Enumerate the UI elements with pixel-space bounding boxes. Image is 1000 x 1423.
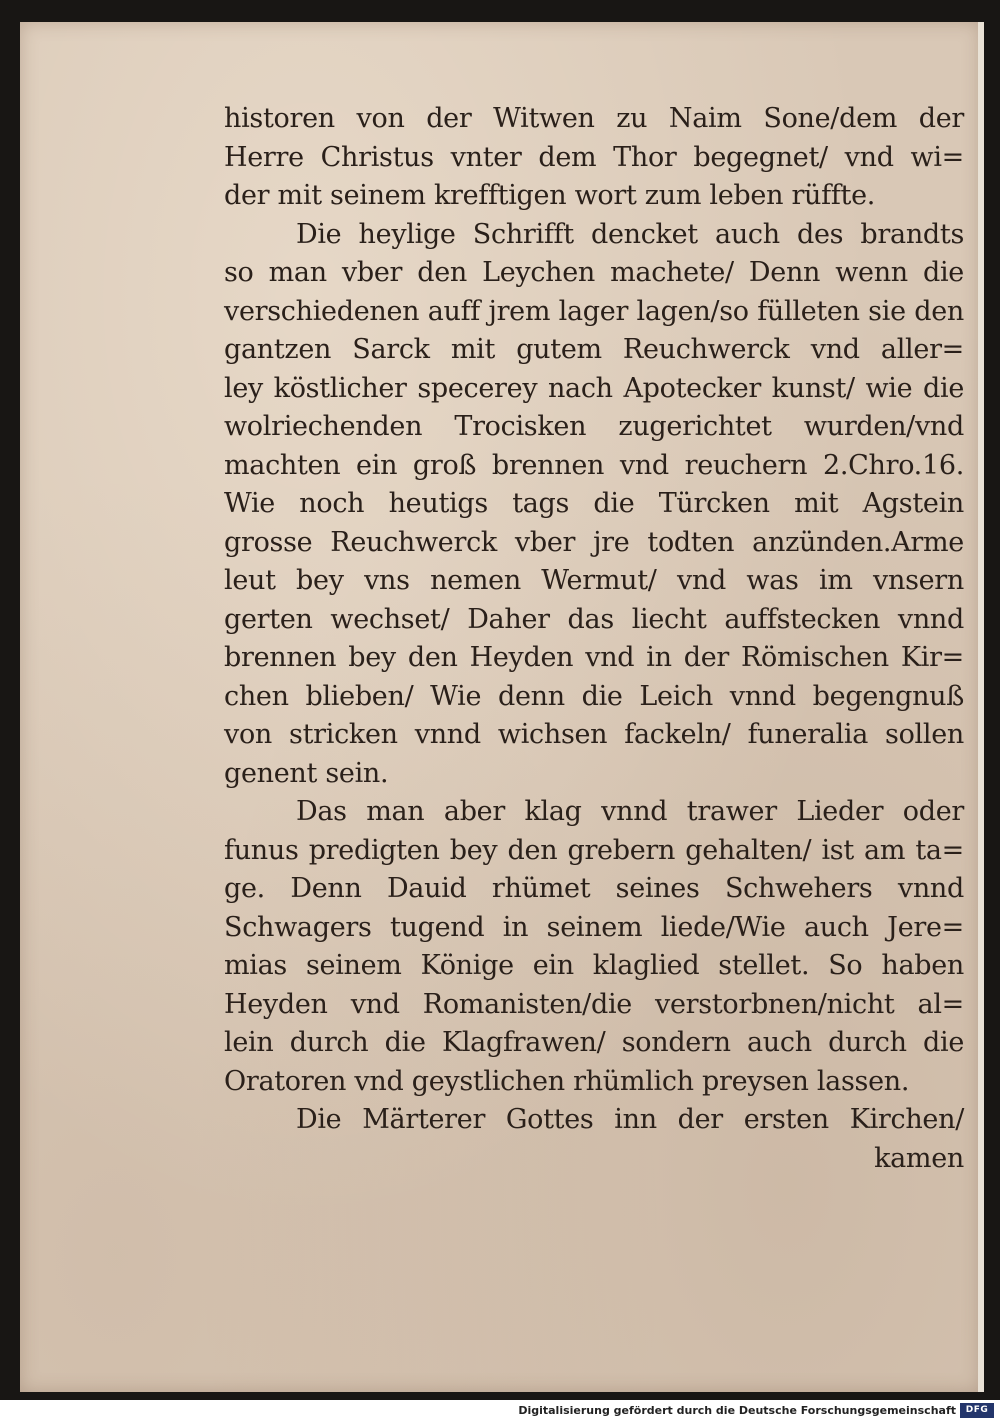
- text-line: historen von der Witwen zu Naim Sone/dem der: [224, 103, 964, 134]
- text-line: Wie noch heutigs tags die Türcken mit Agstein: [224, 488, 964, 519]
- dfg-logo: DFG: [960, 1403, 994, 1418]
- footer-bar: [0, 1400, 1000, 1423]
- text-line: grosse Reuchwerck vber jre todten anzünden.Arme: [224, 526, 964, 558]
- text-line: wolriechenden Trocisken zugerichtet wurden/vnd: [224, 411, 964, 442]
- text-line: brennen bey den Heyden vnd in der Römischen Kir=: [224, 642, 964, 673]
- catchword: kamen: [874, 1142, 964, 1174]
- text-line: verschiedenen auff jrem lager lagen/so fülleten sie den: [224, 295, 964, 327]
- page-edge: [978, 22, 984, 1392]
- text-line: Schwagers tugend in seinem liede/Wie auch Jere=: [224, 911, 964, 943]
- text-line: machten ein groß brennen vnd reuchern 2.Chro.16.: [224, 449, 964, 481]
- text-line: so man vber den Leychen machete/ Denn wenn die: [224, 257, 964, 288]
- text-line: genent sein.: [224, 757, 389, 789]
- text-line: Herre Christus vnter dem Thor begegnet/ vnd wi=: [224, 141, 964, 173]
- page-text: [224, 100, 964, 1178]
- text-line: mias seinem Könige ein klaglied stellet. So haben: [224, 950, 964, 981]
- text-line: ley köstlicher specerey nach Apotecker kunst/ wie die: [224, 372, 964, 404]
- text-line: von stricken vnnd wichsen fackeln/ funeralia sollen: [224, 719, 964, 750]
- text-line: gerten wechset/ Daher das liecht auffstecken vnnd: [224, 603, 964, 635]
- text-line: Die Märterer Gottes inn der ersten Kirchen/: [296, 1104, 964, 1135]
- text-line: Heyden vnd Romanisten/die verstorbnen/nicht al=: [224, 988, 964, 1020]
- text-line: Die heylige Schrifft dencket auch des brandts: [296, 218, 964, 250]
- text-line: lein durch die Klagfrawen/ sondern auch durch die: [224, 1027, 964, 1058]
- text-line: ge. Denn Dauid rhümet seines Schwehers vnnd: [224, 873, 964, 904]
- text-line: der mit seinem krefftigen wort zum leben rüffte.: [224, 180, 876, 211]
- text-line: Oratoren vnd geystlichen rhümlich preysen lassen.: [224, 1065, 910, 1097]
- text-line: leut bey vns nemen Wermut/ vnd was im vnsern: [224, 565, 964, 596]
- text-line: funus predigten bey den grebern gehalten/ ist am ta=: [224, 834, 964, 866]
- text-line: Das man aber klag vnnd trawer Lieder oder: [296, 796, 964, 827]
- funding-credit: Digitalisierung gefördert durch die Deutsche Forschungsgemeinschaft: [518, 1404, 956, 1417]
- text-line: gantzen Sarck mit gutem Reuchwerck vnd aller=: [224, 334, 964, 365]
- text-line: chen blieben/ Wie denn die Leich vnnd begengnuß: [224, 680, 964, 712]
